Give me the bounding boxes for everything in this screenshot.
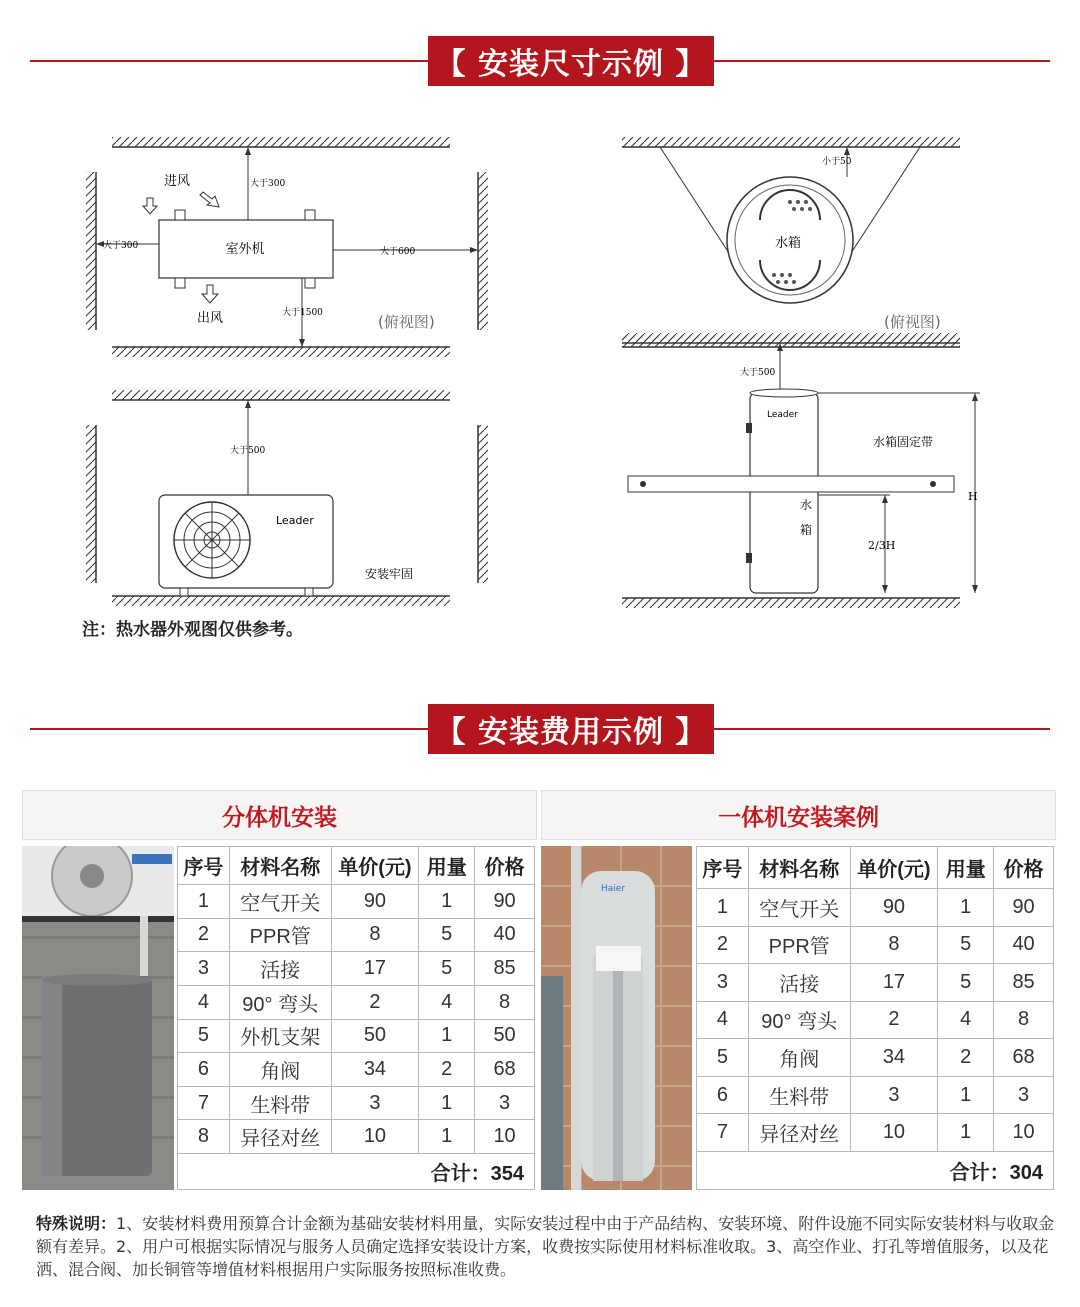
cell-unit-price: 8 xyxy=(331,918,419,952)
cell-quantity: 1 xyxy=(419,1086,475,1120)
cell-material: 生料带 xyxy=(229,1086,331,1120)
cell-unit-price: 10 xyxy=(331,1120,419,1154)
cell-quantity: 2 xyxy=(419,1053,475,1087)
tank-top-view xyxy=(622,137,960,347)
banner-title: 【 安装尺寸示例 】 xyxy=(428,36,714,86)
cell-unit-price: 90 xyxy=(850,889,938,927)
split-install-photo xyxy=(22,846,174,1190)
cell-price: 90 xyxy=(994,889,1054,927)
top-view-label-1: (俯视图) xyxy=(378,313,435,331)
table-row xyxy=(178,952,535,986)
cell-index: 4 xyxy=(697,1001,749,1039)
cell-price: 40 xyxy=(994,926,1054,964)
install-dimensions-banner xyxy=(30,36,1050,86)
table-total-row xyxy=(697,1152,1054,1190)
tank-strap-label: 水箱固定带 xyxy=(873,435,934,449)
cell-unit-price: 3 xyxy=(850,1076,938,1114)
cell-price: 8 xyxy=(994,1001,1054,1039)
cell-index: 7 xyxy=(697,1114,749,1152)
special-notes-label: 特殊说明： xyxy=(36,1214,117,1233)
two-thirds-h-label: 2/3H xyxy=(868,539,896,552)
cell-index: 1 xyxy=(697,889,749,927)
table-row xyxy=(697,889,1054,927)
diagram-note: 注：热水器外观图仅供参考。 xyxy=(82,620,303,640)
cell-index: 3 xyxy=(697,964,749,1002)
cell-material: 90° 弯头 xyxy=(748,1001,850,1039)
cell-index: 5 xyxy=(178,1019,230,1053)
cell-unit-price: 34 xyxy=(850,1039,938,1077)
cell-unit-price: 2 xyxy=(850,1001,938,1039)
cell-price: 50 xyxy=(475,1019,535,1053)
cell-index: 5 xyxy=(697,1039,749,1077)
fan-grille-icon xyxy=(174,502,250,578)
cell-material: 生料带 xyxy=(748,1076,850,1114)
table-row xyxy=(178,918,535,952)
cell-price: 8 xyxy=(475,985,535,1019)
tank-front-view xyxy=(622,333,980,608)
cell-quantity: 1 xyxy=(938,1114,994,1152)
header-price: 价格 xyxy=(994,847,1054,889)
outdoor-unit-label: 室外机 xyxy=(225,242,265,257)
table-total-row xyxy=(178,1154,535,1190)
cell-quantity: 1 xyxy=(938,889,994,927)
table-row xyxy=(178,1019,535,1053)
special-notes xyxy=(36,1212,1056,1281)
gt500-label-b: 大于500 xyxy=(740,368,776,378)
header-quantity: 用量 xyxy=(938,847,994,889)
in-air-label: 进风 xyxy=(164,174,191,189)
water-tank-circle-label: 水箱 xyxy=(774,236,802,251)
install-firm-label: 安装牢固 xyxy=(365,567,414,581)
integrated-install-photo xyxy=(541,846,692,1190)
tank-char-1: 水 xyxy=(800,498,813,512)
cell-quantity: 5 xyxy=(419,918,475,952)
cell-price: 10 xyxy=(475,1120,535,1154)
table-row xyxy=(178,1053,535,1087)
cell-quantity: 1 xyxy=(419,885,475,919)
gt500-label-a: 大于500 xyxy=(230,446,266,456)
cell-material: 活接 xyxy=(229,952,331,986)
header-unit-price: 单价(元) xyxy=(850,847,938,889)
cell-unit-price: 3 xyxy=(331,1086,419,1120)
cell-quantity: 4 xyxy=(419,985,475,1019)
split-total: 合计：354 xyxy=(178,1154,535,1190)
cell-index: 4 xyxy=(178,985,230,1019)
split-fee-table xyxy=(177,846,535,1190)
gt300-top-label: 大于300 xyxy=(250,179,286,189)
cell-material: 角阀 xyxy=(748,1039,850,1077)
brand-logo-photo: Haier xyxy=(601,884,626,894)
header-unit-price: 单价(元) xyxy=(331,847,419,885)
gt300-left-label: 大于300 xyxy=(103,241,139,251)
table-row xyxy=(178,1120,535,1154)
cell-unit-price: 34 xyxy=(331,1053,419,1087)
cell-price: 85 xyxy=(475,952,535,986)
table-row xyxy=(697,1114,1054,1152)
cell-material: 活接 xyxy=(748,964,850,1002)
table-header-row xyxy=(178,847,535,885)
h-label: H xyxy=(968,490,978,503)
cell-index: 2 xyxy=(697,926,749,964)
header-material: 材料名称 xyxy=(748,847,850,889)
header-index: 序号 xyxy=(697,847,749,889)
cell-material: 异径对丝 xyxy=(748,1114,850,1152)
lt50-label: 小于50 xyxy=(822,157,852,167)
cell-material: 外机支架 xyxy=(229,1019,331,1053)
table-row xyxy=(178,985,535,1019)
cell-material: 异径对丝 xyxy=(229,1120,331,1154)
install-fees-banner xyxy=(30,704,1050,754)
cell-price: 85 xyxy=(994,964,1054,1002)
cell-price: 10 xyxy=(994,1114,1054,1152)
top-view-label-2: (俯视图) xyxy=(884,313,941,331)
cell-unit-price: 50 xyxy=(331,1019,419,1053)
special-notes-text: 1、安装材料费用预算合计金额为基础安装材料用量，实际安装过程中由于产品结构、安装环境、附件设施不同实际安装材料与收取金额有差异。2、用户可根据实际情况与服务人员确定选择安装设计方案，收费按实际使用材料标准收取。3、高空作业、打孔等增值服务，以及花洒、混合阀、加长铜管等增值材料根据用户实际服务按照标准收费。 xyxy=(36,1214,1055,1279)
out-air-label: 出风 xyxy=(197,311,224,326)
table-row xyxy=(697,926,1054,964)
cell-material: 90° 弯头 xyxy=(229,985,331,1019)
cell-index: 6 xyxy=(178,1053,230,1087)
tank-char-2: 箱 xyxy=(800,523,813,537)
table-row xyxy=(697,1039,1054,1077)
cell-index: 3 xyxy=(178,952,230,986)
cell-price: 68 xyxy=(994,1039,1054,1077)
cell-price: 3 xyxy=(994,1076,1054,1114)
cell-quantity: 1 xyxy=(419,1019,475,1053)
split-front-view xyxy=(86,390,488,606)
gt600-label: 大于600 xyxy=(380,247,416,257)
brand-logo-front: Leader xyxy=(276,514,314,527)
split-install-heading: 分体机安装 xyxy=(22,790,537,840)
cell-quantity: 5 xyxy=(938,926,994,964)
cell-unit-price: 10 xyxy=(850,1114,938,1152)
cell-quantity: 4 xyxy=(938,1001,994,1039)
cell-unit-price: 17 xyxy=(850,964,938,1002)
header-price: 价格 xyxy=(475,847,535,885)
table-row xyxy=(697,964,1054,1002)
cell-quantity: 1 xyxy=(938,1076,994,1114)
brand-logo-tank: Leader xyxy=(767,410,798,420)
cell-index: 2 xyxy=(178,918,230,952)
cell-index: 1 xyxy=(178,885,230,919)
out-air-arrow-icon xyxy=(202,285,218,303)
cell-unit-price: 2 xyxy=(331,985,419,1019)
table-row xyxy=(697,1076,1054,1114)
cell-unit-price: 90 xyxy=(331,885,419,919)
cell-price: 3 xyxy=(475,1086,535,1120)
cell-quantity: 5 xyxy=(938,964,994,1002)
cell-material: 空气开关 xyxy=(229,885,331,919)
table-row xyxy=(697,1001,1054,1039)
gt1500-label: 大于1500 xyxy=(282,308,323,318)
header-material: 材料名称 xyxy=(229,847,331,885)
cell-price: 68 xyxy=(475,1053,535,1087)
header-index: 序号 xyxy=(178,847,230,885)
table-header-row xyxy=(697,847,1054,889)
integrated-install-heading: 一体机安装案例 xyxy=(541,790,1056,840)
cell-price: 90 xyxy=(475,885,535,919)
table-row xyxy=(178,885,535,919)
banner-title: 【 安装费用示例 】 xyxy=(428,704,714,754)
cell-unit-price: 8 xyxy=(850,926,938,964)
cell-material: PPR管 xyxy=(748,926,850,964)
table-row xyxy=(178,1086,535,1120)
cell-index: 7 xyxy=(178,1086,230,1120)
cell-material: 空气开关 xyxy=(748,889,850,927)
installation-diagram xyxy=(60,110,1020,650)
split-top-view xyxy=(86,137,488,357)
cell-index: 8 xyxy=(178,1120,230,1154)
cell-unit-price: 17 xyxy=(331,952,419,986)
integrated-total: 合计：304 xyxy=(697,1152,1054,1190)
cell-quantity: 2 xyxy=(938,1039,994,1077)
header-quantity: 用量 xyxy=(419,847,475,885)
cell-index: 6 xyxy=(697,1076,749,1114)
cell-material: PPR管 xyxy=(229,918,331,952)
cell-price: 40 xyxy=(475,918,535,952)
integrated-fee-table xyxy=(696,846,1054,1190)
cell-material: 角阀 xyxy=(229,1053,331,1087)
cell-quantity: 1 xyxy=(419,1120,475,1154)
cell-quantity: 5 xyxy=(419,952,475,986)
